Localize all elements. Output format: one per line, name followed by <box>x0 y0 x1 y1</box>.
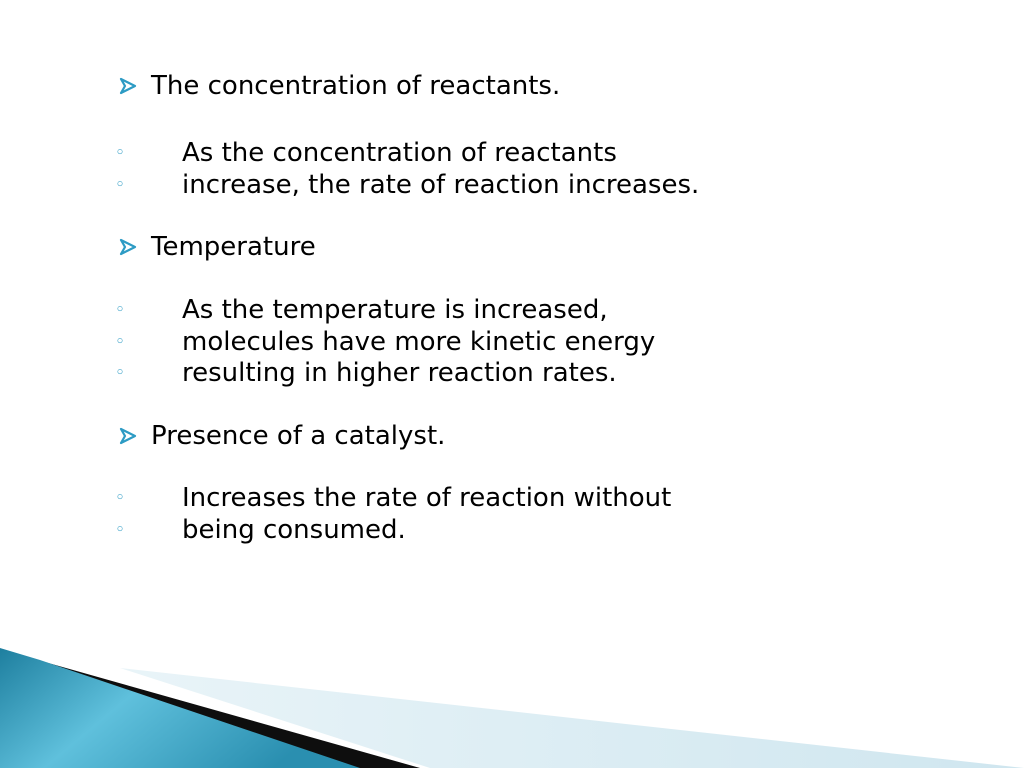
sub-bullet-text: molecules have more kinetic energy <box>182 327 656 357</box>
sub-bullet-text: being consumed. <box>182 515 406 545</box>
sub-bullet-text: Increases the rate of reaction without <box>182 483 672 513</box>
circle-bullet-icon: ◦ <box>114 300 126 320</box>
bullet-heading-text: Presence of a catalyst. <box>151 421 446 451</box>
circle-bullet-icon: ◦ <box>114 488 126 508</box>
sub-bullet-text: As the temperature is increased, <box>182 295 608 325</box>
sub-bullet-text: increase, the rate of reaction increases. <box>182 170 700 200</box>
bullet-heading-text: The concentration of reactants. <box>151 71 561 101</box>
arrow-bullet-icon <box>116 419 140 453</box>
arrow-bullet-icon <box>116 69 140 103</box>
circle-bullet-icon: ◦ <box>114 143 126 163</box>
sub-bullet-text: As the concentration of reactants <box>182 138 617 168</box>
circle-bullet-icon: ◦ <box>114 363 126 383</box>
arrow-bullet-icon <box>116 230 140 264</box>
circle-bullet-icon: ◦ <box>114 332 126 352</box>
circle-bullet-icon: ◦ <box>114 520 126 540</box>
sub-bullet-text: resulting in higher reaction rates. <box>182 358 617 388</box>
bullet-heading-text: Temperature <box>151 232 316 262</box>
circle-bullet-icon: ◦ <box>114 175 126 195</box>
